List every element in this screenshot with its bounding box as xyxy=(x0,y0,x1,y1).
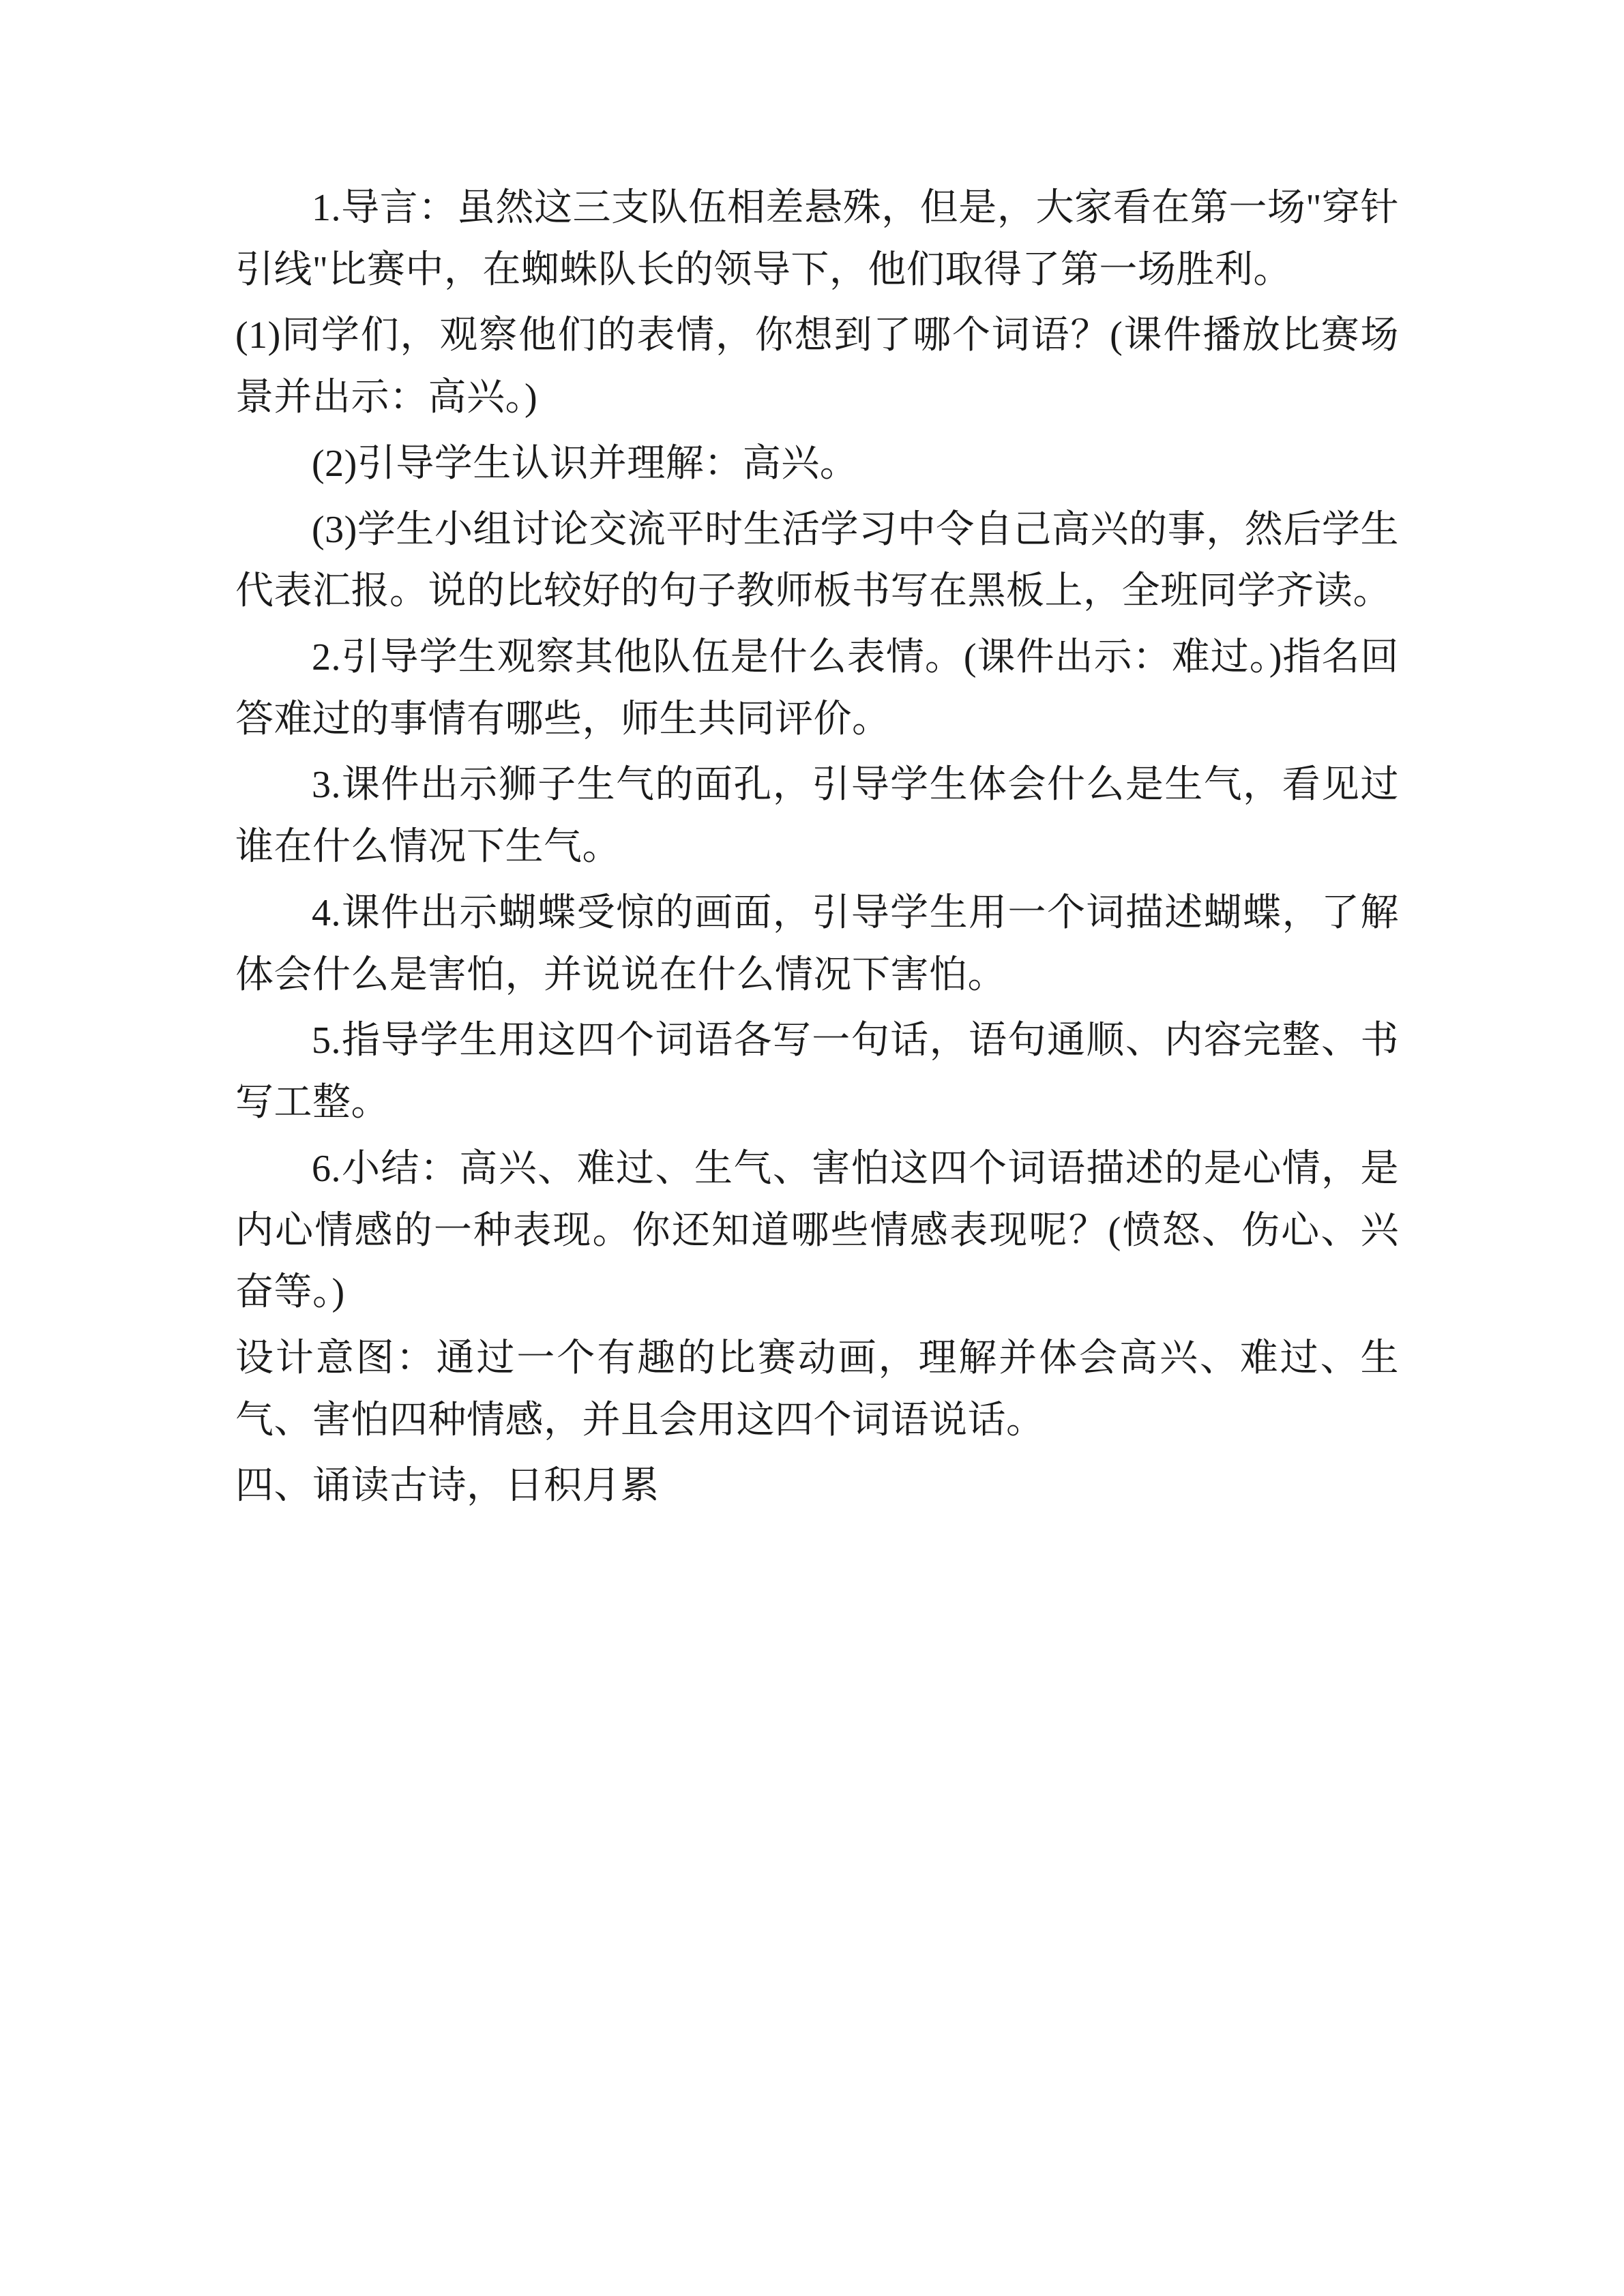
paragraph-step-1-3: (3)学生小组讨论交流平时生活学习中令自己高兴的事，然后学生代表汇报。说的比较好的句子教师板书写在黑板上，全班同学齐读。 xyxy=(235,508,1399,613)
paragraph-step-3: 3.课件出示狮子生气的面孔，引导学生体会什么是生气，看见过谁在什么情况下生气。 xyxy=(235,764,1399,869)
paragraph-step-2: 2.引导学生观察其他队伍是什么表情。(课件出示：难过。)指名回答难过的事情有哪些，师生共同评价。 xyxy=(235,636,1399,741)
paragraph-step-1-2: (2)引导学生认识并理解：高兴。 xyxy=(312,442,859,485)
paragraph-step-4: 4.课件出示蝴蝶受惊的画面，引导学生用一个词描述蝴蝶，了解体会什么是害怕，并说说在什么情况下害怕。 xyxy=(235,891,1399,996)
paragraph-step-6-summary: 6.小结：高兴、难过、生气、害怕这四个词语描述的是心情，是内心情感的一种表现。你还知道哪些情感表现呢？(愤怒、伤心、兴奋等。) xyxy=(235,1147,1399,1314)
paragraph-step-1-1: (1)同学们，观察他们的表情，你想到了哪个词语？(课件播放比赛场景并出示：高兴。) xyxy=(235,314,1399,419)
paragraph-design-intent: 设计意图：通过一个有趣的比赛动画，理解并体会高兴、难过、生气、害怕四种情感，并且会用这四个词语说话。 xyxy=(235,1337,1399,1442)
paragraph-intro: 1.导言：虽然这三支队伍相差悬殊，但是，大家看在第一场"穿针引线"比赛中，在蜘蛛队长的领导下，他们取得了第一场胜利。 xyxy=(235,187,1399,291)
paragraph-section-four-title: 四、诵读古诗，日积月累 xyxy=(235,1465,660,1508)
document-body xyxy=(235,177,1399,1517)
paragraph-step-5: 5.指导学生用这四个词语各写一句话，语句通顺、内容完整、书写工整。 xyxy=(235,1019,1399,1124)
